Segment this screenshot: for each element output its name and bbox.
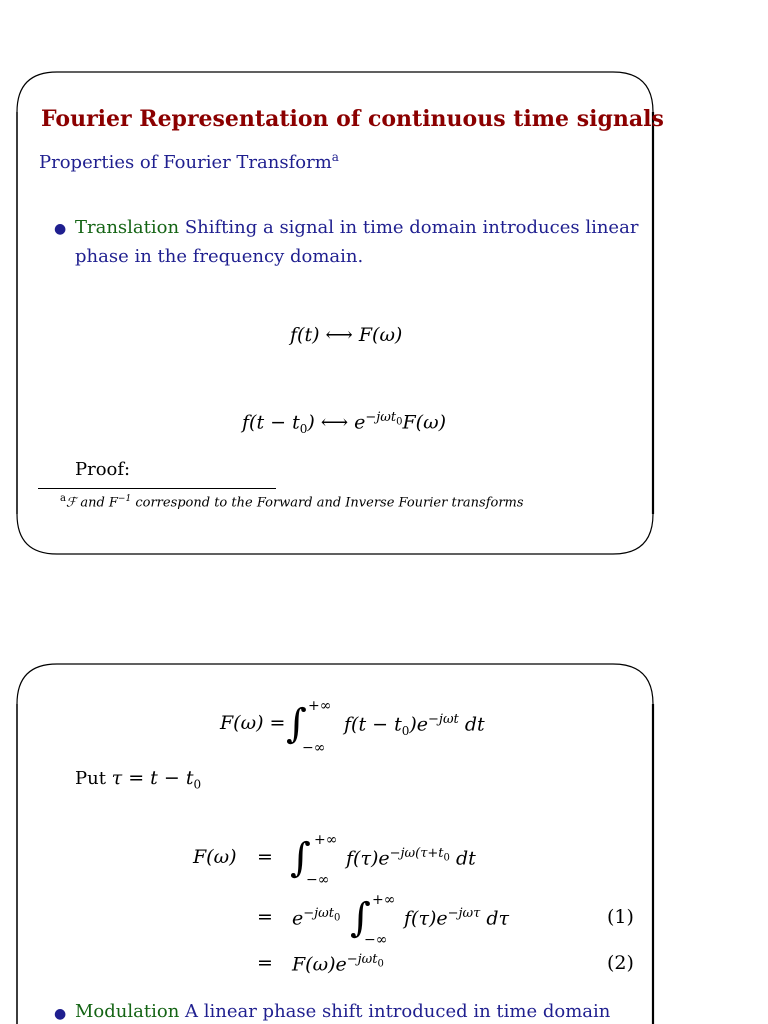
bullet-dot-icon: ● — [54, 1006, 67, 1022]
equation-fourier-pair — [290, 324, 402, 346]
bullet-dot-icon: ● — [54, 221, 67, 237]
proof-label: Proof: — [75, 459, 131, 480]
slide-1-subtitle — [39, 150, 339, 173]
footnote-rule — [38, 488, 276, 489]
footnote: $^a$ℱ and $F^{-1}$ correspond to the Forward and Inverse Fourier transforms — [60, 493, 524, 511]
translation-bullet-line-2: phase in the frequency domain. — [75, 246, 364, 267]
eq1-arrow: ⟷ — [325, 324, 353, 346]
substitution-line: Put $\tau = t - t_0$ — [75, 767, 202, 792]
integral-sign: ∫ — [290, 835, 311, 881]
integral-sign: ∫ — [350, 895, 371, 941]
subtitle-text: Properties of Fourier Transform — [39, 152, 332, 173]
aligned-row-1: F(ω) = ∫ +∞ −∞ $f(\tau)e^{-j\omega(\tau+t_0}$ dt — [193, 832, 476, 888]
translation-text-1: Shifting a signal in time domain introduces linear — [179, 217, 639, 238]
translation-keyword: Translation — [75, 217, 180, 238]
equation-number-2: (2) — [607, 952, 634, 974]
integral-sign: ∫ — [286, 701, 307, 747]
eq1-lhs: f(t) — [290, 324, 320, 346]
aligned-row-3: = $F(\omega)e^{-j\omega t_0}$ (2) — [257, 952, 634, 976]
eq2-lhs: f(t − t — [242, 411, 300, 434]
modulation-keyword: Modulation — [75, 1001, 180, 1022]
eq1-rhs: F(ω) — [358, 324, 403, 346]
integrand: $f(t - t_0)e^{-j\omega t}$ dt — [344, 712, 485, 739]
modulation-bullet-line-1: Modulation A linear phase shift introduced in time domain — [75, 1001, 611, 1022]
equation-number-1: (1) — [607, 906, 634, 928]
equation-translation: $f(t - t_0)$ ⟷ $e^{-j\omega t_0}F(\omega)$ — [242, 410, 447, 437]
translation-bullet-line-1 — [75, 217, 638, 238]
slide-1-title: Fourier Representation of continuous time signals — [41, 106, 664, 132]
aligned-row-2: = $e^{-j\omega t_0}$ ∫ +∞ −∞ $f(\tau)e^{-j\omega\tau}$ dτ (1) — [257, 892, 634, 948]
eq2-arrow: ⟷ — [320, 411, 349, 434]
subtitle-footnote-mark: a — [331, 150, 339, 164]
integral-lhs: F(ω) = — [220, 712, 286, 734]
footnote-mark: a — [60, 493, 66, 504]
